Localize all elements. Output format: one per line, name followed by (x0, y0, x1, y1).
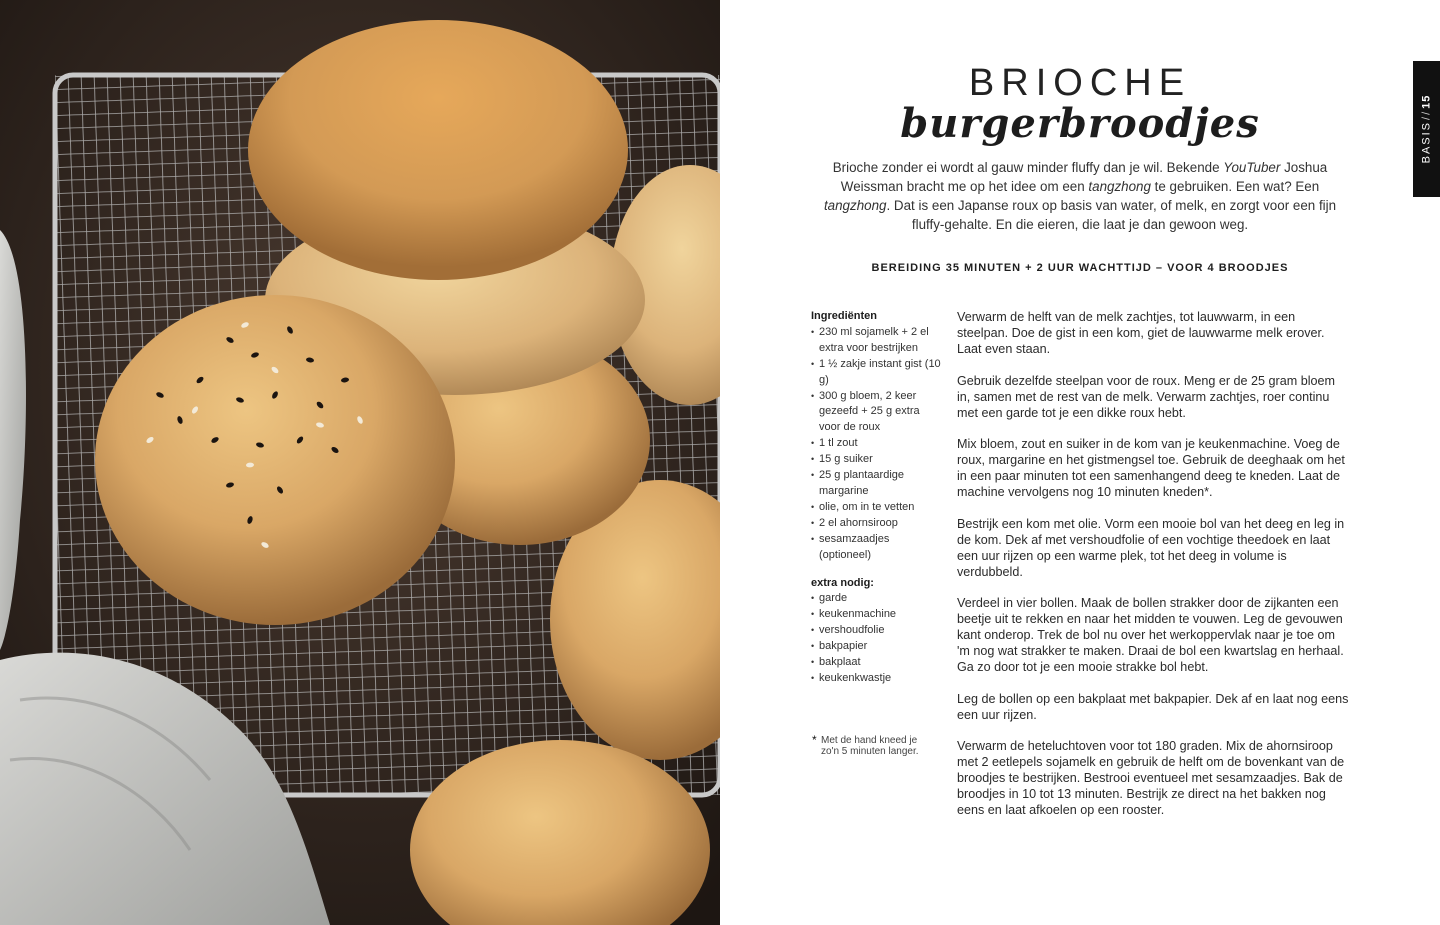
bun (95, 295, 455, 625)
extra-item: • garde (811, 591, 941, 607)
intro-text: Brioche zonder ei wordt al gauw minder fluffy dan je wil. Bekende (832, 160, 1224, 175)
footnote-text: Met de hand kneed je zo'n 5 minuten langer. (821, 735, 919, 757)
extra-item: • vershoudfolie (811, 623, 941, 639)
ingredients-heading: Ingrediënten (811, 310, 878, 322)
method-step: Verwarm de helft van de melk zachtjes, tot lauwwarm, in een steelpan. Doe de gist in een kom, giet de lauwwarme melk erover. Laat even staan. (957, 310, 1325, 356)
method-step: Verwarm de heteluchtoven voor tot 180 graden. Mix de ahornsiroop met 2 eetlepels sojamelk en gebruik de helft om de bovenkant van de broodjes te bestrijken. Bestrooi eventueel met sesamzaadjes. Bak de broodjes in 10 tot 13 minuten. Bestrijk ze direct na het bakken nog eens en laat afkoelen op een rooster. (957, 739, 1345, 817)
method-step: Leg de bollen op een bakplaat met bakpapier. Dek af en laat nog eens een uur rijzen. (957, 691, 1349, 722)
ingredient-item: • 2 el ahornsiroop (811, 516, 941, 532)
page-number: 15 (1420, 94, 1433, 109)
intro-emphasis: tangzhong (823, 198, 887, 213)
intro-emphasis: tangzhong (1088, 179, 1151, 194)
extra-item: • bakpapier (811, 639, 941, 655)
ingredient-item: • 300 g bloem, 2 keer gezeefd + 25 g extra voor de roux (811, 389, 941, 437)
recipe-intro (812, 158, 1348, 234)
ingredient-item: • olie, om in te vetten (811, 500, 941, 516)
section-tab (1413, 61, 1440, 197)
section-name: BASIS (1420, 120, 1433, 164)
method-step: Verdeel in vier bollen. Maak de bollen strakker door de zijkanten een beetje uit te rekken en naar het midden te vouwen. Leg de gevouwen kant onderop. Trek de bol nu over het werkoppervlak naar je toe om 'm nog wat strakker te maken. Draai de bol een kwartslag en herhaal. Ga zo door tot je een mooie strakke bol hebt. (957, 596, 1344, 674)
footnote-marker: * (812, 733, 817, 747)
intro-text: . Dat is een Japanse roux op basis van water, of melk, en zorgt voor een fijn fluffy-gehalte. En die eieren, die laat je dan gewoon weg. (886, 198, 1337, 232)
extra-list (811, 591, 941, 686)
footnote (812, 733, 922, 757)
ingredients-list (811, 325, 941, 564)
ingredients-column (811, 309, 941, 687)
recipe-subtitle: burgerbroodjes (900, 100, 1260, 147)
ingredient-item: • 1 tl zout (811, 436, 941, 452)
ingredient-item: • 1 ½ zakje instant gist (10 g) (811, 357, 941, 389)
method-step: Bestrijk een kom met olie. Vorm een mooie bol van het deeg en leg in de kom. Dek af met vershoudfolie of een vochtige theedoek en laat een uur rijzen op een warme plek, tot het deeg in volume is verdubbeld. (957, 516, 1345, 579)
ingredient-item: • 15 g suiker (811, 452, 941, 468)
extra-item: • keukenmachine (811, 607, 941, 623)
section-tab-label (1421, 95, 1433, 164)
intro-text: te gebruiken. Een wat? Een (1150, 179, 1320, 194)
extra-heading: extra nodig: (811, 576, 874, 589)
extra-item: • bakplaat (811, 655, 941, 671)
method-step: Gebruik dezelfde steelpan voor de roux. Meng er de 25 gram bloem in, samen met de rest van de melk. Verwarm zachtjes, roer continu met een garde tot je een dikke roux hebt. (957, 373, 1336, 420)
ingredient-item: • 25 g plantaardige margarine (811, 468, 941, 500)
ingredient-item: • 230 ml sojamelk + 2 el extra voor bestrijken (811, 325, 941, 357)
recipe-meta: BEREIDING 35 MINUTEN + 2 UUR WACHTTIJD – VOOR 4 BROODJES (871, 262, 1289, 274)
bun (248, 20, 628, 280)
intro-emphasis: YouTuber (1223, 160, 1281, 175)
recipe-title: BRIOCHE (968, 62, 1192, 104)
method-step: Mix bloem, zout en suiker in de kom van je keukenmachine. Voeg de roux, margarine en het gistmengsel toe. Gebruik de deeghaak om het in een paar minuten tot een samenhangend deeg te kneden. Laat de machine vervolgens nog 10 minuten kneden*. (957, 437, 1345, 499)
method-column (957, 309, 1349, 834)
extra-item: • keukenkwastje (811, 671, 941, 687)
section-separator: // (1420, 109, 1433, 120)
intro-text: Joshua Weissman bracht me op het idee om een (840, 160, 1328, 194)
ingredient-item: • sesamzaadjes (optioneel) (811, 532, 941, 564)
